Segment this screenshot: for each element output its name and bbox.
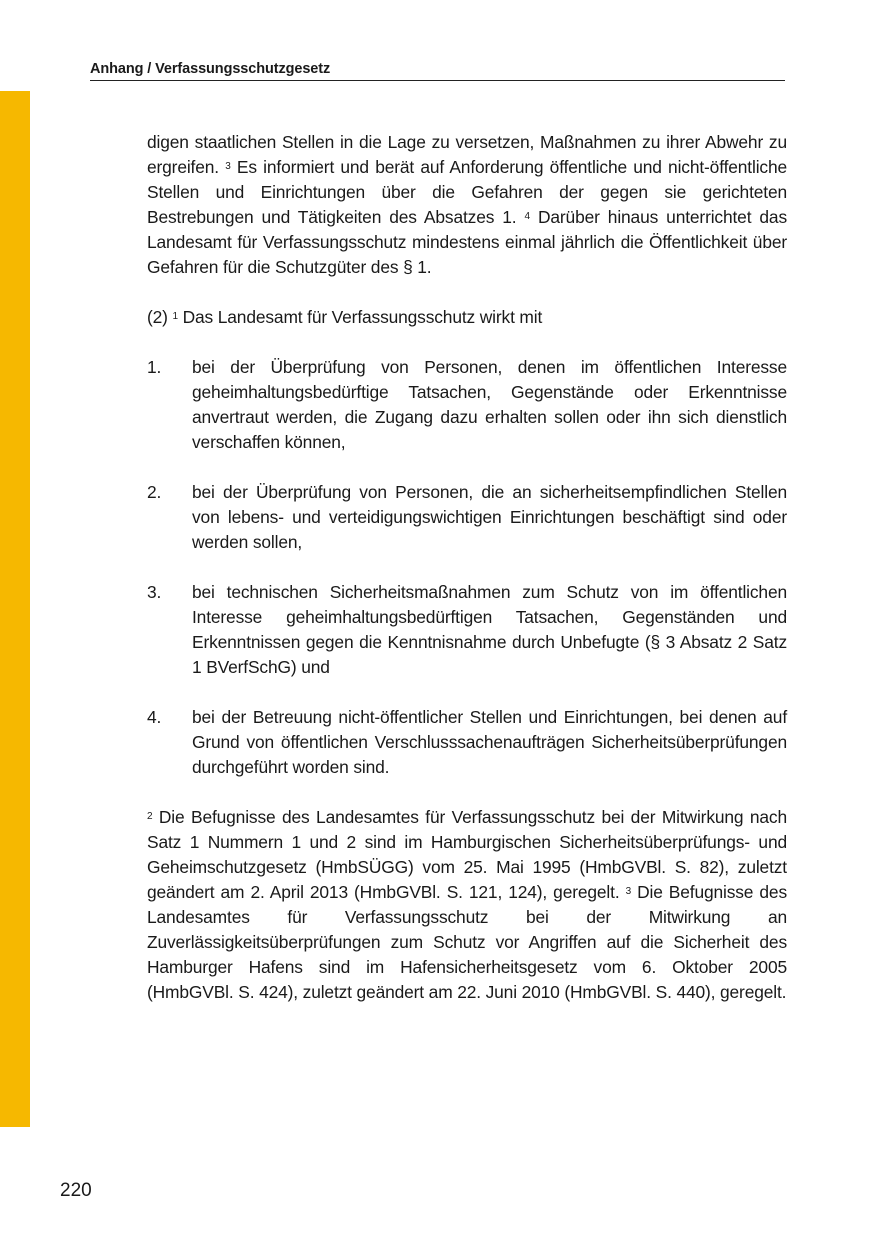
- yellow-margin-bar: [0, 91, 30, 1127]
- intro-paragraph: [147, 130, 787, 280]
- intro-text: digen staatlichen Stellen in die Lage zu versetzen, Maßnahmen zu ihrer Abwehr zu ergreifen.: [147, 132, 787, 177]
- list-text: bei der Betreuung nicht-öffentlicher Stellen und Einrichtungen, bei denen auf Grund von öffentlichen Verschlusssachenaufträgen Sicherheitsüberprüfungen durchgeführt worden sind.: [192, 707, 787, 777]
- sentence-number: 3: [625, 886, 631, 897]
- closing-text: Die Befugnisse des Landesamtes für Verfassungsschutz bei der Mitwirkung nach Satz 1 Nummern 1 und 2 sind im Hamburgischen Sicherheitsüberprüfungs- und Geheimschutzgesetz (HmbSÜGG) vom 25. Mai 1995 (HmbGVBl. S. 82), zuletzt geändert am 2. April 2013 (HmbGVBl. S. 121, 124), geregelt.: [147, 807, 787, 902]
- closing-paragraph: [147, 805, 787, 1005]
- running-header: Anhang / Verfassungsschutzgesetz: [90, 61, 785, 81]
- list-item: [147, 580, 787, 680]
- list-number: 4.: [147, 707, 162, 727]
- list-number: 2.: [147, 482, 162, 502]
- section-2-heading: [147, 305, 787, 330]
- sentence-number: 4: [524, 211, 530, 222]
- section-text: Das Landesamt für Verfassungsschutz wirkt mit: [177, 307, 543, 327]
- list-item: [147, 355, 787, 455]
- list-item: [147, 480, 787, 555]
- intro-text: Es informiert und berät auf Anforderung öffentliche und nicht-öffentliche Stellen und Einrichtungen über die Gefahren der gegen sie gerichteten Bestrebungen und Tätigkeiten des Absatzes 1.: [147, 157, 787, 227]
- intro-text: Darüber hinaus unterrichtet das Landesamt für Verfassungsschutz mindestens einmal jährlich die Öffentlichkeit über Gefahren für die Schutzgüter des § 1.: [147, 207, 787, 277]
- sentence-number: 2: [147, 811, 153, 822]
- page-body: [147, 130, 787, 1005]
- page-number: 220: [60, 1180, 92, 1201]
- list-item: [147, 705, 787, 780]
- closing-text: Die Befugnisse des Landesamtes für Verfassungsschutz bei der Mitwirkung an Zuverlässigkeitsüberprüfungen zum Schutz vor Angriffen auf die Sicherheit des Hamburger Hafens sind im Hafensicherheitsgesetz vom 6. Oktober 2005 (HmbGVBl. S. 424), zuletzt geändert am 22. Juni 2010 (HmbGVBl. S. 440), geregelt.: [147, 882, 787, 1002]
- list-text: bei technischen Sicherheitsmaßnahmen zum Schutz von im öffentlichen Interesse geheimhaltungsbedürftigen Tatsachen, Gegenständen und Erkenntnissen gegen die Kenntnisnahme durch Unbefugte (§ 3 Absatz 2 Satz 1 BVerfSchG) und: [192, 582, 787, 677]
- section-label: (2): [147, 307, 173, 327]
- list-number: 1.: [147, 357, 162, 377]
- list-number: 3.: [147, 582, 162, 602]
- list-text: bei der Überprüfung von Personen, die an sicherheitsempfindlichen Stellen von lebens- und verteidigungswichtigen Einrichtungen beschäftigt sind oder werden sollen,: [192, 482, 787, 552]
- sentence-number: 3: [225, 161, 231, 172]
- sentence-number: 1: [172, 311, 178, 322]
- list-text: bei der Überprüfung von Personen, denen im öffentlichen Interesse geheimhaltungsbedürftige Tatsachen, Gegenstände oder Erkenntnisse anvertraut werden, die Zugang dazu erhalten sollen oder ihn sich dienstlich verschaffen können,: [192, 357, 787, 452]
